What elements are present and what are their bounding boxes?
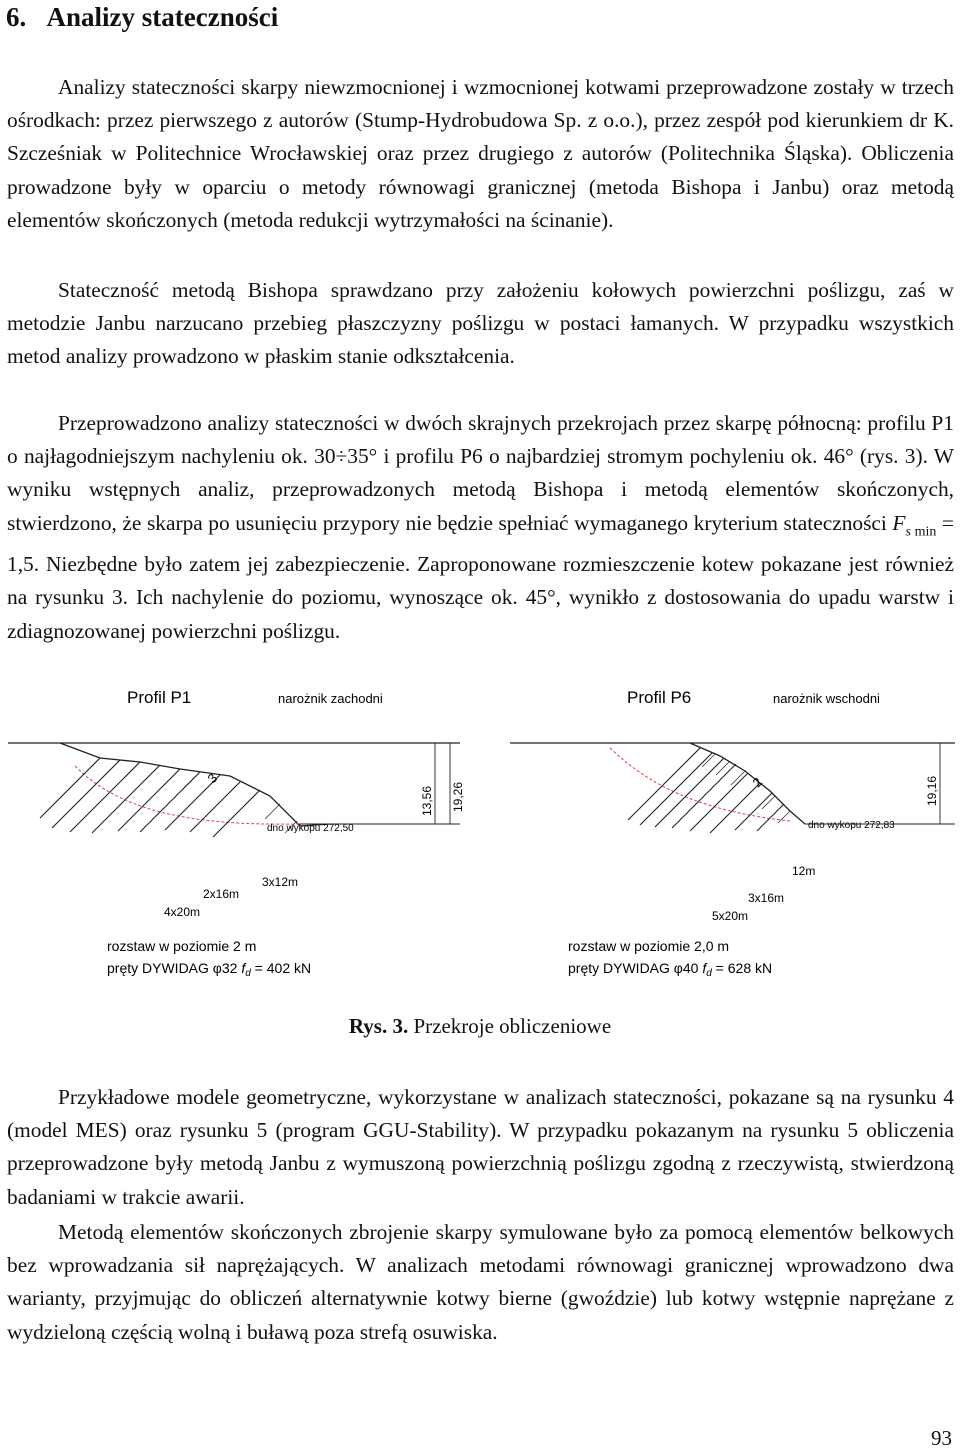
profile-p6-bars-value: = 628 kN [711, 960, 773, 976]
profile-p1-slope [60, 743, 330, 826]
profile-p6-spacing: rozstaw w poziomie 2,0 m [568, 938, 730, 954]
figure-caption-label: Rys. 3. [348, 1014, 409, 1038]
profile-p6-anchors [628, 748, 784, 833]
profile-p1-anchor-c: 4x20m [164, 905, 201, 919]
profile-p6-slope-label: 2 [749, 774, 766, 791]
profile-p6-corner: narożnik wschodni [773, 691, 880, 706]
safety-factor-sub: s [905, 523, 911, 539]
figure-caption-text: Przekroje obliczeniowe [408, 1014, 612, 1038]
profile-p1-bottom-label: dno wykopu 272,50 [267, 823, 354, 834]
paragraph-4: Przykładowe modele geometryczne, wykorzystane w analizach stateczności, pokazane są na rysunku 4 (model MES) oraz rysunku 5 (program GGU-Stability). W przypadku pokazanym na rysunku 5 obliczenia przeprowadzone były metodą Janbu z wymuszoną powierzchnią poślizgu zgodną z rzeczywistą, stwierdzoną badaniami w trakcie awarii. [7, 1085, 954, 1209]
profile-p1-spacing: rozstaw w poziomie 2 m [107, 938, 257, 954]
profile-p1-slope-label: 3 [204, 770, 221, 787]
profile-p1-bars [107, 960, 311, 979]
profile-p6-bottom-label: dno wykopu 272,83 [808, 820, 895, 831]
paragraph-3-part-a: Przeprowadzono analizy stateczności w dwóch skrajnych przekrojach przez skarpę północną: profilu P1 o najłagodniejszym nachyleniu ok. 30÷35° i profilu P6 o najbardziej stromym pochyleniu ok. 46° (rys. 3). W wyniku wstępnych analiz, przeprowadzonych metodą Bishopa i metodą elementów skończonych, stwierdzono, że skarpa po usunięciu przypory nie będzie spełniać wymaganego kryterium stateczności [7, 411, 954, 535]
profile-p6-title: Profil P6 [627, 688, 692, 707]
paragraph-2: Stateczność metodą Bishopa sprawdzano przy założeniu kołowych powierzchni poślizgu, zaś w metodzie Janbu narzucano przebieg płaszczyzny poślizgu w postaci łamanych. W przypadku wszystkich metod analizy prowadzono w płaskim stanie odkształcenia. [7, 278, 954, 369]
profile-p6-slope [690, 743, 805, 824]
profile-p1-bars-f: f [241, 960, 246, 976]
profile-p6-bars-prefix: pręty DYWIDAG [568, 960, 674, 976]
profile-p6-anchor-a: 12m [792, 864, 816, 878]
section-title: Analizy stateczności [46, 2, 279, 32]
profile-p1-bars-prefix: pręty DYWIDAG [107, 960, 213, 976]
profile-p1-panel [8, 688, 465, 979]
safety-factor-min: min [910, 523, 937, 539]
figure-cross-sections [0, 676, 960, 986]
paragraph-1: Analizy stateczności skarpy niewzmocnionej i wzmocnionej kotwami przeprowadzone zostały w trzech ośrodkach: przez pierwszego z autorów (Stump-Hydrobudowa Sp. z o.o.), przez zespół pod kierunkiem dr K. Szcześniak w Politechnice Wrocławskiej oraz przez drugiego z autorów (Politechnika Śląska). Obliczenia prowadzone były w oparciu o metody równowagi granicznej (metoda Bishopa i Janbu) oraz metodą elementów skończonych (metoda redukcji wytrzymałości na ścinanie). [7, 75, 954, 232]
paragraph-3-part-b: = 1,5. Niezbędne było zatem jej zabezpieczenie. Zaproponowane rozmieszczenie kotew pokazane jest również na rysunku 3. Ich nachylenie do poziomu, wynoszące ok. 45°, wynikło z dostosowania do upadu warstw i zdiagnozowanej powierzchni poślizgu. [7, 510, 954, 643]
paragraph-5: Metodą elementów skończonych zbrojenie skarpy symulowane było za pomocą elementów belkowych bez wprowadzania sił naprężających. W analizach metodami równowagi granicznej wprowadzono dwa warianty, przyjmując do obliczeń alternatywnie kotwy bierne (gwoździe) lub kotwy wstępnie naprężane z wydzieloną częścią wolną i buławą poza strefą osuwiska. [7, 1220, 954, 1344]
profile-p6-bars-d: d [706, 968, 712, 979]
profile-p1-anchor-b: 2x16m [203, 887, 240, 901]
profile-p6-bars [568, 960, 772, 979]
profile-p1-corner: narożnik zachodni [278, 691, 383, 706]
profile-p6-hatch [688, 748, 790, 823]
profile-p1-dim-1: 13,56 [420, 785, 434, 816]
profile-p6-dim-1: 19,16 [925, 775, 939, 806]
profile-p6-panel [510, 688, 955, 979]
profile-p1-slip-surface [75, 766, 300, 824]
page-number: 93 [931, 1426, 952, 1450]
profile-p1-dim-2: 19,26 [451, 781, 465, 812]
safety-factor-symbol: F [892, 510, 906, 535]
figure-caption [0, 1014, 960, 1039]
profile-p6-anchor-b: 3x16m [748, 891, 785, 905]
profile-p6-bars-f: f [702, 960, 707, 976]
profile-p1-anchor-a: 3x12m [262, 875, 299, 889]
profile-p1-bars-d: d [245, 968, 251, 979]
section-number: 6. [6, 2, 27, 32]
profile-p6-bars-phi: φ40 [673, 960, 703, 976]
profile-p1-bars-phi: φ32 [212, 960, 242, 976]
profile-p1-hatch [90, 758, 297, 833]
section-heading [6, 2, 278, 33]
profile-p6-anchor-c: 5x20m [712, 909, 749, 923]
paragraph-3 [7, 407, 954, 648]
profile-p1-bars-value: = 402 kN [250, 960, 312, 976]
profile-p1-title: Profil P1 [127, 688, 192, 707]
profile-p1-anchors [40, 758, 260, 837]
